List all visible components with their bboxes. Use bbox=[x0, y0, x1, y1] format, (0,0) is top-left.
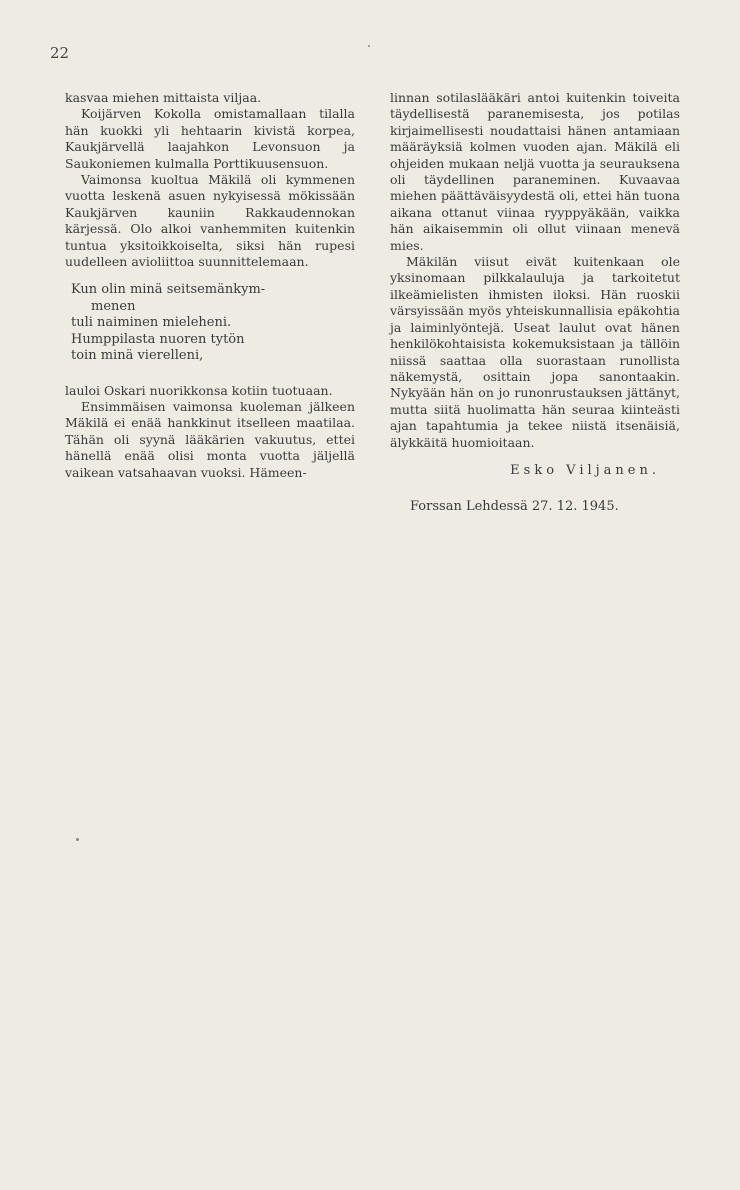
source-line: Forssan Lehdessä 27. 12. 1945. bbox=[410, 499, 619, 515]
paragraph: lauloi Oskari nuorikkonsa kotiin tuotuaan. bbox=[65, 382, 333, 398]
author-signature: Esko Viljanen. bbox=[510, 462, 660, 478]
paragraph: kasvaa miehen mittaista viljaa. bbox=[65, 90, 262, 105]
right-column bbox=[390, 90, 680, 516]
poem-line: tuli naiminen mieleheni. bbox=[71, 315, 232, 331]
poem-line: menen bbox=[91, 298, 136, 314]
left-column bbox=[65, 90, 355, 481]
poem-line: toin minä vierelleni, bbox=[71, 348, 204, 364]
paragraph: Mäkilän viisut eivät kuitenkaan ole yksinomaan pilkkalauluja ja tarkoitetut ilkeämielisten ihmisten iloksi. Hän ruoskii värsyissään myös yhteiskunnallisia epäkohtia ja laiminlyöntejä. Useat laulut ovat hänen henkilökohtaisista kokemuksistaan ja tällöin niissä saattaa olla suorastaan runollista näkemystä, osittain jopa sanontaakin. Nykyään hän on jo runonrustauksen jättänyt, mutta siitä huolimatta hän seuraa kiinteästi ajan tapahtumia ja tekee niistä itsenäisiä, älykkäitä huomioitaan. bbox=[390, 254, 680, 450]
paragraph: linnan sotilaslääkäri antoi kuitenkin toiveita täydellisestä paranemisesta, jos potilas kirjaimellisesti noudattaisi hänen antamiaan määräyksiä kolmen vuoden ajan. Mäkilä eli ohjeiden mukaan neljä vuotta ja seurauksena oli täydellinen paraneminen. Kuvaavaa miehen päättäväisyydestä oli, ettei hän tuona aikana ottanut viinaa ryyppyäkään, vaikka hän aikaisemmin oli ollut viinaan menevä mies. bbox=[390, 90, 680, 253]
page-number: 22 bbox=[50, 44, 70, 62]
poem-line: Humppilasta nuoren tytön bbox=[71, 331, 245, 347]
print-speck bbox=[76, 838, 79, 841]
poem-line: Kun olin minä seitsemänkym- bbox=[71, 282, 266, 298]
paragraph: Ensimmäisen vaimonsa kuoleman jälkeen Mäkilä ei enää hankkinut itselleen maatilaa. Tähän oli syynä lääkärien vakuutus, ettei hänellä enää olisi monta vuotta jäljellä vaikean vatsahaavan vuoksi. Hämeen- bbox=[65, 398, 355, 480]
poem bbox=[71, 282, 355, 364]
attribution bbox=[390, 463, 680, 516]
paragraph: Koijärven Kokolla omistamallaan tilalla hän kuokki yli hehtaarin kivistä korpea, Kaukjärvellä laajahkon Levonsuon ja Saukoniemen kulmalla Porttikuusensuon. bbox=[65, 106, 355, 171]
paragraph: Vaimonsa kuoltua Mäkilä oli kymmenen vuotta leskenä asuen nykyisessä mökissään Kaukjärven kauniin Rakkaudennokan kärjessä. Olo alkoi vanhemmiten kuitenkin tuntua yksitoikkoiselta, siksi hän rupesi uudelleen avioliittoa suunnittelemaan. bbox=[65, 172, 355, 270]
print-speck bbox=[368, 45, 370, 47]
